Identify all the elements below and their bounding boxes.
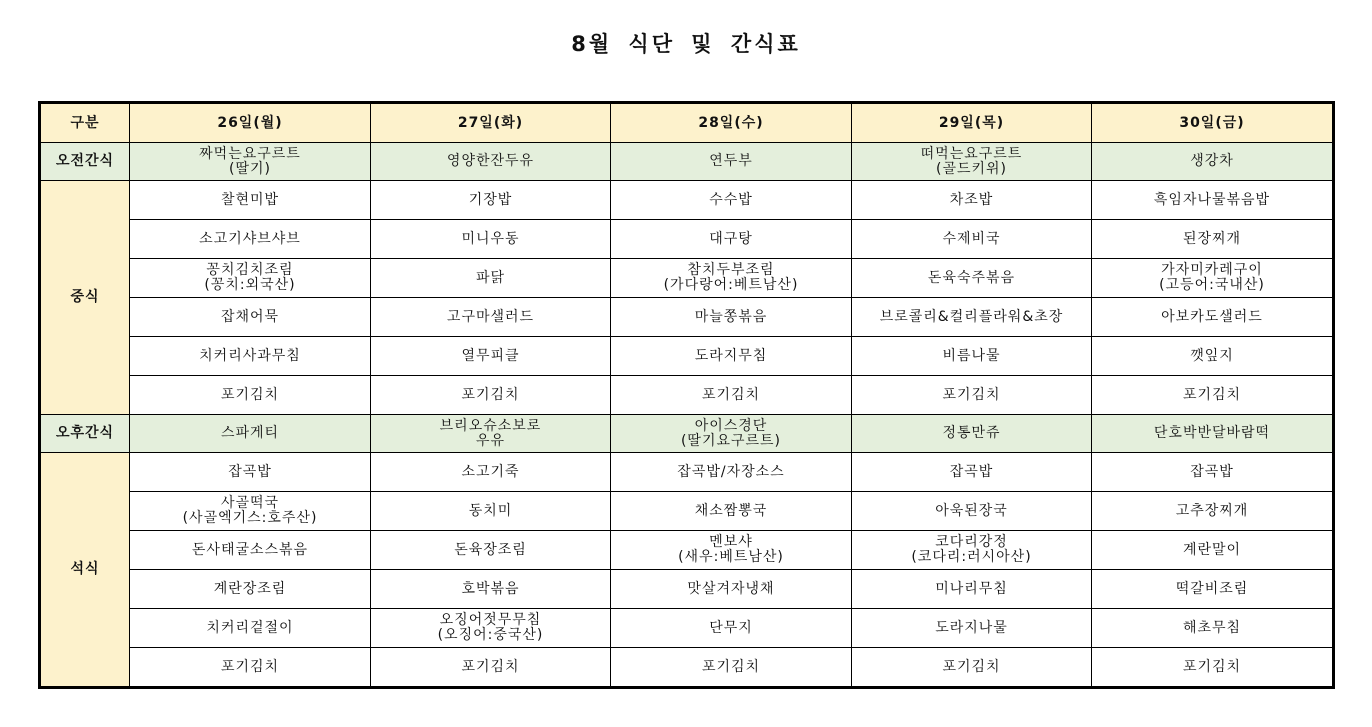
menu-item-name: 아이스경단 bbox=[694, 417, 768, 434]
menu-item-name: 짜먹는요구르트 bbox=[199, 145, 301, 162]
table-cell bbox=[852, 298, 1092, 337]
table-cell bbox=[371, 453, 611, 492]
table-cell bbox=[852, 181, 1092, 220]
table-cell bbox=[130, 570, 371, 609]
menu-item-name: 포기김치 bbox=[220, 658, 280, 675]
table-row bbox=[40, 492, 1334, 531]
table-cell bbox=[130, 492, 371, 531]
table-cell bbox=[371, 259, 611, 298]
menu-item-name: 포기김치 bbox=[461, 658, 520, 675]
menu-item-name: 치커리겉절이 bbox=[206, 619, 294, 636]
table-cell bbox=[371, 531, 611, 570]
menu-item-name: 맛살겨자냉채 bbox=[687, 580, 775, 597]
table-cell bbox=[852, 453, 1092, 492]
table-row bbox=[40, 570, 1334, 609]
menu-item-name: 꽁치김치조림 bbox=[206, 262, 294, 278]
table-cell bbox=[371, 143, 611, 181]
table-cell bbox=[130, 337, 371, 376]
menu-item-name: 열무피클 bbox=[461, 347, 520, 364]
menu-item-name: 포기김치 bbox=[220, 386, 280, 403]
menu-item-name: 소고기죽 bbox=[461, 463, 520, 480]
table-cell bbox=[611, 220, 852, 259]
table-cell bbox=[1092, 181, 1334, 220]
menu-item-name: 아보카도샐러드 bbox=[1161, 308, 1263, 325]
table-cell bbox=[371, 648, 611, 688]
menu-item-detail: (새우:베트남산) bbox=[678, 549, 784, 565]
menu-item-name: 브리오슈소보로 bbox=[439, 417, 542, 434]
table-cell bbox=[130, 181, 371, 220]
menu-item-detail: (사골엑기스:호주산) bbox=[182, 510, 318, 526]
table-cell bbox=[611, 453, 852, 492]
table-header-row bbox=[40, 103, 1334, 143]
table-cell bbox=[130, 143, 371, 181]
menu-item-name: 계란장조림 bbox=[213, 580, 287, 597]
table-cell bbox=[852, 376, 1092, 415]
table-cell bbox=[1092, 453, 1334, 492]
menu-item-name: 참치두부조림 bbox=[687, 262, 775, 278]
table-cell bbox=[371, 492, 611, 531]
menu-item-name: 오징어젓무무침 bbox=[439, 612, 542, 628]
table-cell bbox=[130, 531, 371, 570]
table-row bbox=[40, 181, 1334, 220]
menu-item-name: 스파게티 bbox=[220, 425, 280, 441]
table-cell bbox=[1092, 259, 1334, 298]
menu-item-name: 잡곡밥 bbox=[1190, 463, 1234, 480]
menu-item-name: 떠먹는요구르트 bbox=[920, 145, 1023, 162]
menu-item-name: 아욱된장국 bbox=[935, 502, 1008, 519]
menu-item-name: 포기김치 bbox=[461, 386, 520, 403]
menu-item-name: 정통만쥬 bbox=[942, 425, 1001, 441]
table-cell bbox=[130, 259, 371, 298]
table-cell bbox=[1092, 570, 1334, 609]
menu-item-detail: (딸기요구르트) bbox=[680, 432, 782, 449]
menu-item-name: 잡채어묵 bbox=[220, 308, 280, 325]
table-row bbox=[40, 531, 1334, 570]
menu-item-detail: (가다랑어:베트남산) bbox=[663, 277, 799, 293]
menu-item-name: 고추장찌개 bbox=[1175, 502, 1249, 519]
table-cell bbox=[852, 220, 1092, 259]
menu-item-name: 돈육장조림 bbox=[454, 541, 527, 558]
category-header: 구분 bbox=[40, 103, 130, 143]
menu-item-name: 사골떡국 bbox=[220, 495, 280, 511]
day-header-wed: 28일(수) bbox=[611, 103, 852, 143]
menu-item-name: 찰현미밥 bbox=[220, 191, 280, 208]
menu-item-name: 가자미카레구이 bbox=[1161, 262, 1263, 278]
table-cell bbox=[1092, 298, 1334, 337]
day-header-fri: 30일(금) bbox=[1092, 103, 1334, 143]
table-cell bbox=[371, 181, 611, 220]
table-cell bbox=[130, 298, 371, 337]
table-cell bbox=[130, 376, 371, 415]
table-cell bbox=[611, 376, 852, 415]
table-row bbox=[40, 337, 1334, 376]
table-cell bbox=[852, 570, 1092, 609]
menu-item-name: 생강차 bbox=[1190, 153, 1234, 169]
table-row bbox=[40, 376, 1334, 415]
table-cell bbox=[611, 609, 852, 648]
menu-item-name: 영양한잔두유 bbox=[446, 153, 535, 169]
menu-item-name: 깻잎지 bbox=[1190, 347, 1234, 364]
table-row bbox=[40, 298, 1334, 337]
day-header-mon: 26일(월) bbox=[130, 103, 371, 143]
menu-item-name: 단무지 bbox=[709, 619, 753, 636]
menu-item-name: 마늘쫑볶음 bbox=[694, 308, 768, 325]
table-cell bbox=[371, 337, 611, 376]
menu-item-name: 잡곡밥/자장소스 bbox=[677, 463, 785, 480]
table-cell bbox=[611, 298, 852, 337]
afternoon-snack-row bbox=[40, 415, 1334, 453]
menu-item-name: 떡갈비조림 bbox=[1175, 580, 1249, 597]
menu-item-name: 미니우동 bbox=[461, 230, 520, 247]
afternoon-snack-row-label: 오후간식 bbox=[40, 415, 130, 453]
menu-item-detail: (오징어:중국산) bbox=[437, 627, 544, 643]
menu-item-name: 미나리무침 bbox=[935, 580, 1008, 597]
table-cell bbox=[371, 415, 611, 453]
table-cell bbox=[130, 609, 371, 648]
table-cell bbox=[1092, 531, 1334, 570]
menu-item-name: 포기김치 bbox=[701, 658, 761, 675]
menu-item-detail: 우유 bbox=[475, 432, 506, 449]
table-row bbox=[40, 220, 1334, 259]
table-cell bbox=[130, 220, 371, 259]
morning-snack-row bbox=[40, 143, 1334, 181]
menu-item-name: 흑임자나물볶음밥 bbox=[1153, 191, 1271, 208]
morning-snack-row-label: 오전간식 bbox=[40, 143, 130, 181]
table-cell bbox=[611, 259, 852, 298]
dinner-section-label: 석식 bbox=[40, 453, 130, 688]
lunch-section-label: 중식 bbox=[40, 181, 130, 415]
table-row bbox=[40, 648, 1334, 688]
menu-item-detail: (딸기) bbox=[229, 160, 271, 177]
menu-item-name: 고구마샐러드 bbox=[446, 308, 535, 325]
menu-item-name: 잡곡밥 bbox=[228, 463, 272, 480]
table-cell bbox=[130, 648, 371, 688]
table-cell bbox=[371, 609, 611, 648]
table-cell bbox=[852, 259, 1092, 298]
menu-item-name: 파닭 bbox=[475, 269, 506, 286]
table-row bbox=[40, 259, 1334, 298]
table-cell bbox=[852, 531, 1092, 570]
day-header-thu: 29일(목) bbox=[852, 103, 1092, 143]
table-row bbox=[40, 453, 1334, 492]
menu-item-detail: (꽁치:외국산) bbox=[204, 277, 296, 293]
menu-item-name: 채소짬뽕국 bbox=[694, 502, 768, 519]
table-row bbox=[40, 609, 1334, 648]
menu-item-name: 돈사태굴소스볶음 bbox=[191, 541, 309, 558]
menu-item-name: 소고기샤브샤브 bbox=[199, 230, 301, 247]
table-cell bbox=[130, 453, 371, 492]
menu-item-name: 포기김치 bbox=[1182, 386, 1242, 403]
menu-item-detail: (골드키위) bbox=[935, 160, 1008, 177]
table-cell bbox=[1092, 609, 1334, 648]
table-cell bbox=[611, 143, 852, 181]
table-cell bbox=[611, 492, 852, 531]
menu-item-name: 해초무침 bbox=[1182, 619, 1242, 636]
table-cell bbox=[852, 337, 1092, 376]
menu-item-name: 도라지나물 bbox=[935, 619, 1008, 636]
menu-item-name: 포기김치 bbox=[1182, 658, 1242, 675]
table-cell bbox=[1092, 415, 1334, 453]
menu-item-name: 수수밥 bbox=[709, 191, 753, 208]
table-cell bbox=[852, 648, 1092, 688]
menu-item-name: 수제비국 bbox=[942, 230, 1001, 247]
menu-item-name: 도라지무침 bbox=[694, 347, 768, 364]
table-cell bbox=[130, 415, 371, 453]
table-cell bbox=[611, 181, 852, 220]
meal-schedule-table bbox=[38, 101, 1335, 689]
table-cell bbox=[611, 415, 852, 453]
menu-item-name: 멘보샤 bbox=[709, 534, 753, 550]
table-cell bbox=[611, 570, 852, 609]
table-cell bbox=[1092, 376, 1334, 415]
menu-item-name: 기장밥 bbox=[468, 191, 513, 208]
table-cell bbox=[1092, 492, 1334, 531]
day-header-tue: 27일(화) bbox=[371, 103, 611, 143]
menu-item-name: 포기김치 bbox=[942, 386, 1001, 403]
table-cell bbox=[1092, 143, 1334, 181]
menu-item-name: 치커리사과무침 bbox=[199, 347, 301, 364]
menu-item-name: 된장찌개 bbox=[1182, 230, 1242, 247]
menu-item-name: 호박볶음 bbox=[461, 580, 520, 597]
table-cell bbox=[611, 531, 852, 570]
menu-item-detail: (코다리:러시아산) bbox=[911, 549, 1032, 565]
table-cell bbox=[852, 609, 1092, 648]
table-cell bbox=[1092, 648, 1334, 688]
table-cell bbox=[371, 376, 611, 415]
table-cell bbox=[852, 143, 1092, 181]
table-cell bbox=[611, 648, 852, 688]
menu-item-name: 돈육숙주볶음 bbox=[927, 269, 1016, 286]
table-cell bbox=[371, 298, 611, 337]
menu-item-name: 잡곡밥 bbox=[949, 463, 994, 480]
menu-item-name: 비름나물 bbox=[942, 347, 1001, 364]
table-cell bbox=[371, 570, 611, 609]
page-title: 8월 식단 및 간식표 bbox=[571, 32, 801, 56]
menu-item-name: 연두부 bbox=[709, 153, 753, 169]
table-cell bbox=[1092, 220, 1334, 259]
table-cell bbox=[371, 220, 611, 259]
menu-item-name: 동치미 bbox=[468, 502, 513, 519]
menu-item-detail: (고등어:국내산) bbox=[1159, 277, 1265, 293]
menu-item-name: 차조밥 bbox=[949, 191, 994, 208]
table-cell bbox=[852, 415, 1092, 453]
menu-item-name: 코다리강정 bbox=[935, 534, 1008, 550]
menu-item-name: 계란말이 bbox=[1182, 541, 1242, 558]
menu-item-name: 포기김치 bbox=[701, 386, 761, 403]
menu-item-name: 브로콜리&컬리플라워&초장 bbox=[879, 308, 1064, 325]
menu-item-name: 포기김치 bbox=[942, 658, 1001, 675]
menu-item-name: 단호박반달바람떡 bbox=[1153, 425, 1271, 441]
table-cell bbox=[852, 492, 1092, 531]
menu-item-name: 대구탕 bbox=[709, 230, 753, 247]
table-cell bbox=[1092, 337, 1334, 376]
table-cell bbox=[611, 337, 852, 376]
